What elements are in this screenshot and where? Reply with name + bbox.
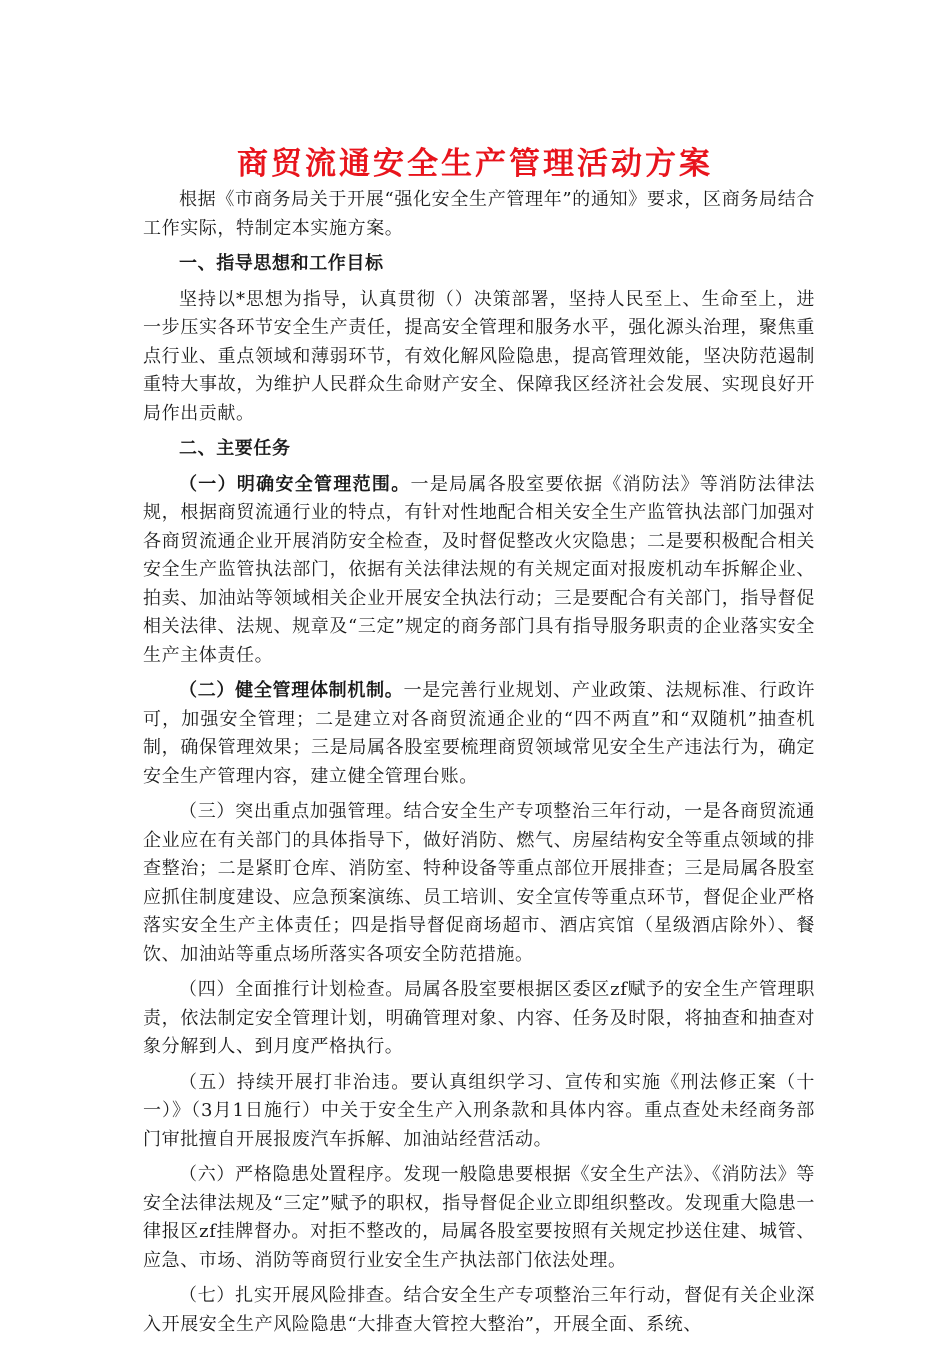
task-paragraph-1 [143,471,815,671]
task-paragraph-6: （六）严格隐患处置程序。发现一般隐患要根据《安全生产法》、《消防法》等安全法律法规及“三定”赋予的职权，指导督促企业立即组织整改。发现重大隐患一律报区zf挂牌督办。对拒不整改的，局属各股室要按照有关规定抄送住建、城管、应急、市场、消防等商贸行业安全生产执法部门依法处理。 [143,1164,815,1271]
task-lead: （二）健全管理体制机制。 [179,680,404,701]
task-paragraph-4: （四）全面推行计划检查。局属各股室要根据区委区zf赋予的安全生产管理职责，依法制定安全管理计划，明确管理对象、内容、任务及时限，将抽查和抽查对象分解到人、到月度严格执行。 [143,979,815,1057]
task-text: 一是局属各股室要依据《消防法》等消防法律法规，根据商贸流通行业的特点，有针对性地配合相关安全生产监管执法部门加强对各商贸流通企业开展消防安全检查，及时督促整改火灾隐患；二是要积极配合相关安全生产监管执法部门，依据有关法律法规的有关规定面对报废机动车拆解企业、拍卖、加油站等领域相关企业开展安全执法行动；三是要配合有关部门，指导督促相关法律、法规、规章及“三定”规定的商务部门具有指导服务职责的企业落实安全生产主体责任。 [143,473,815,666]
task-lead: （一）明确安全管理范围。 [179,473,411,495]
task-paragraph-7: （七）扎实开展风险排查。结合安全生产专项整治三年行动，督促有关企业深入开展安全生产风险隐患“大排查大管控大整治”，开展全面、系统、 [143,1285,815,1335]
task-text: 一是完善行业规划、产业政策、法规标准、行政许可，加强安全管理；二是建立对各商贸流通企业的“四不两直”和“双随机”抽查机制，确保管理效果；三是局属各股室要梳理商贸领域常见安全生产违法行为，确定安全生产管理内容，建立健全管理台账。 [143,680,816,787]
section-heading-1: 一、指导思想和工作目标 [179,253,384,274]
document-title: 商贸流通安全生产管理活动方案 [237,146,713,182]
section-1-paragraph: 坚持以*思想为指导，认真贯彻（）决策部署，坚持人民至上、生命至上，进一步压实各环节安全生产责任，提高安全管理和服务水平，强化源头治理，聚焦重点行业、重点领域和薄弱环节，有效化解风险隐患，提高管理效能，坚决防范遏制重特大事故，为维护人民群众生命财产安全、保障我区经济社会发展、实现良好开局作出贡献。 [143,288,815,424]
task-paragraph-2 [143,677,815,791]
task-paragraph-3: （三）突出重点加强管理。结合安全生产专项整治三年行动，一是各商贸流通企业应在有关部门的具体指导下，做好消防、燃气、房屋结构安全等重点领域的排查整治；二是紧盯仓库、消防室、特种设备等重点部位开展排查；三是局属各股室应抓住制度建设、应急预案演练、员工培训、安全宣传等重点环节，督促企业严格落实安全生产主体责任；四是指导督促商场超市、酒店宾馆（星级酒店除外）、餐饮、加油站等重点场所落实各项安全防范措施。 [143,801,815,965]
intro-paragraph: 根据《市商务局关于开展“强化安全生产管理年”的通知》要求，区商务局结合工作实际，特制定本实施方案。 [143,189,815,239]
document-body [143,186,815,1346]
section-heading-2: 二、主要任务 [179,438,291,459]
task-paragraph-5: （五）持续开展打非治违。要认真组织学习、宣传和实施《刑法修正案（十一）》（3月1日施行）中关于安全生产入刑条款和具体内容。重点查处未经商务部门审批擅自开展报废汽车拆解、加油站经营活动。 [143,1071,815,1150]
